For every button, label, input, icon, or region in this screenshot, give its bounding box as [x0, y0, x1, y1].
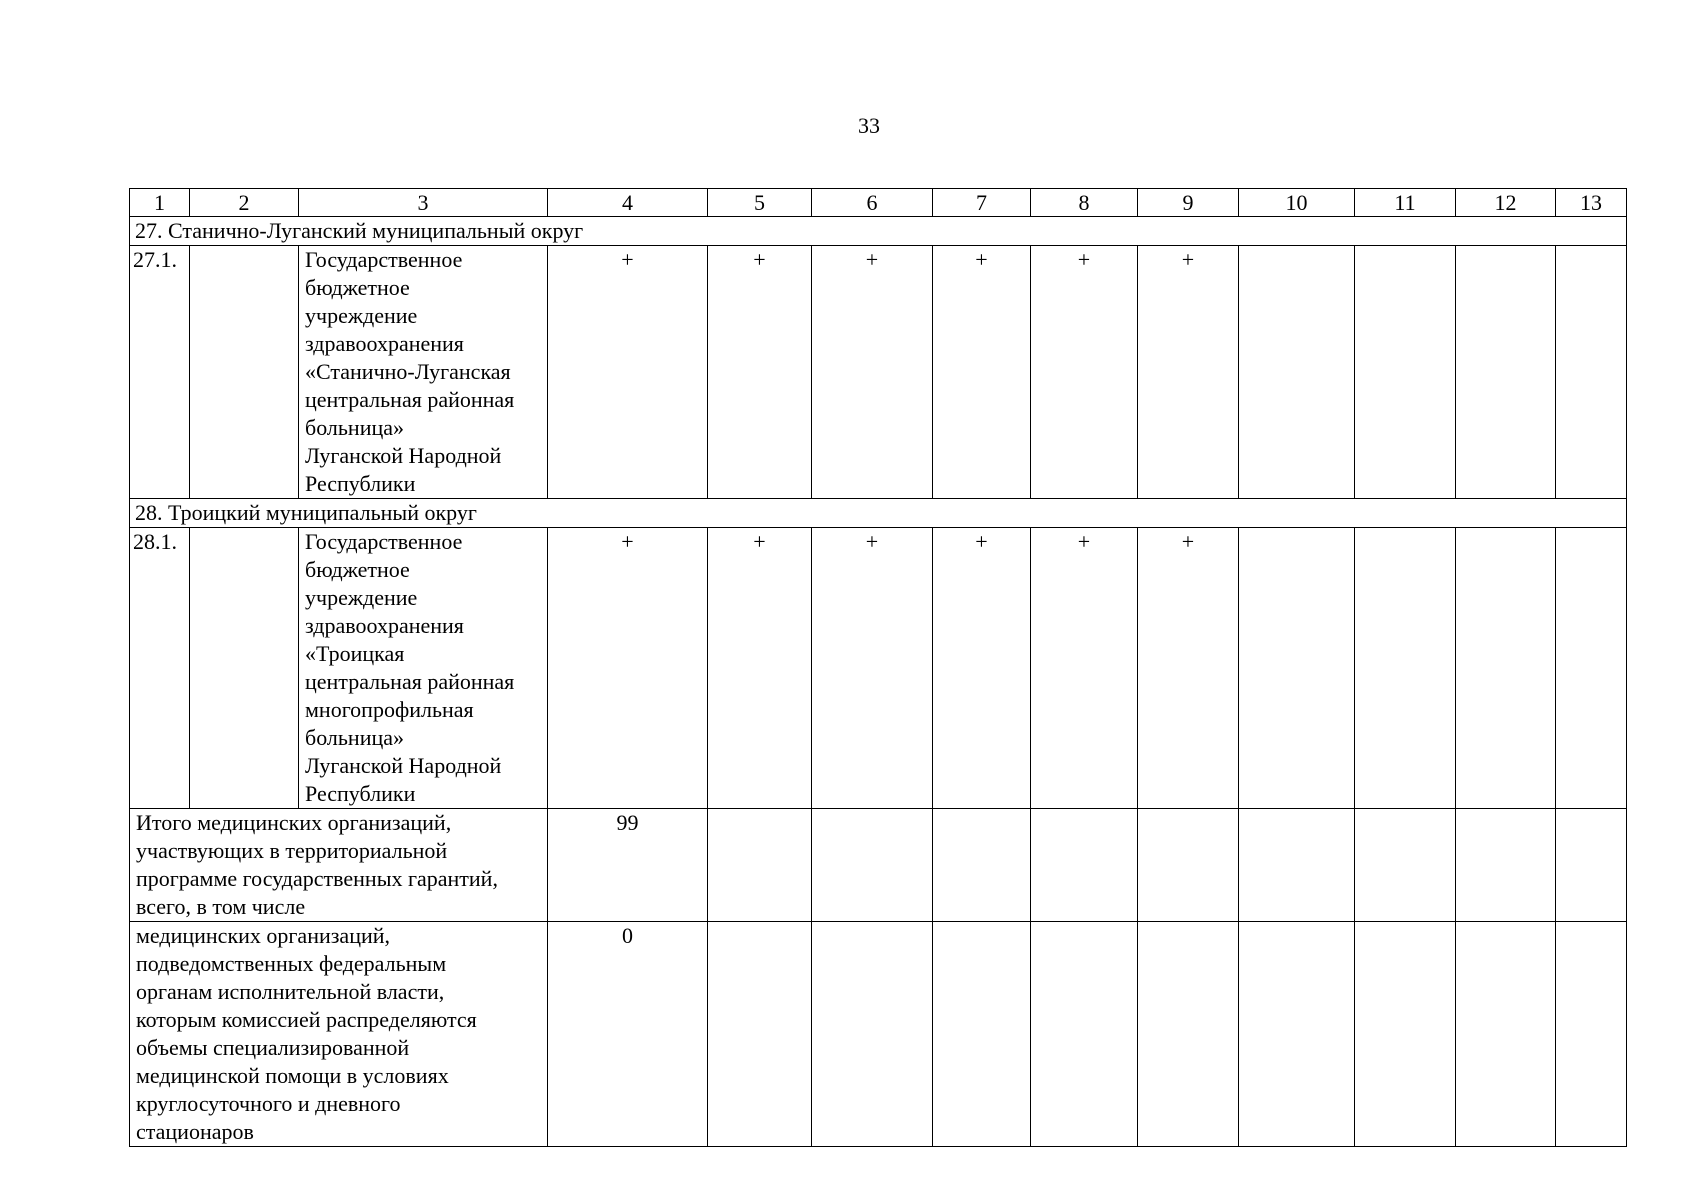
participation-mark: [1556, 528, 1627, 809]
empty-cell: [1355, 922, 1456, 1147]
name-line: «Станично-Луганская: [305, 359, 511, 384]
page-number: 33: [858, 113, 880, 138]
row-col2: [190, 528, 299, 809]
participation-mark: +: [548, 246, 708, 499]
label-line: органам исполнительной власти,: [136, 979, 445, 1004]
empty-cell: [708, 922, 812, 1147]
table-row: [130, 528, 1627, 809]
participation-mark: [1239, 246, 1355, 499]
section-row: [130, 217, 1627, 246]
label-line: Итого медицинских организаций,: [136, 810, 452, 835]
column-header: 2: [190, 189, 299, 217]
column-header: 5: [708, 189, 812, 217]
name-line: больница»: [305, 725, 404, 750]
column-header: 3: [299, 189, 548, 217]
label-line: медицинской помощи в условиях: [136, 1063, 449, 1088]
name-line: бюджетное: [305, 275, 410, 300]
row-index: 28.1.: [130, 528, 190, 809]
column-header: 6: [812, 189, 933, 217]
column-header: 7: [933, 189, 1031, 217]
label-line: всего, в том числе: [136, 894, 306, 919]
participation-mark: +: [1138, 246, 1239, 499]
row-index: 27.1.: [130, 246, 190, 499]
name-line: здравоохранения: [305, 613, 464, 638]
medical-organizations-table: [129, 188, 1627, 1147]
section-title: 28. Троицкий муниципальный округ: [130, 499, 1627, 528]
participation-mark: [1239, 528, 1355, 809]
name-line: Республики: [305, 781, 416, 806]
empty-cell: [812, 809, 933, 922]
name-line: центральная районная: [305, 669, 515, 694]
totals-row: [130, 809, 1627, 922]
empty-cell: [812, 922, 933, 1147]
participation-mark: +: [812, 246, 933, 499]
totals-value: 99: [548, 809, 708, 922]
label-line: круглосуточного и дневного: [136, 1091, 401, 1116]
column-header: 4: [548, 189, 708, 217]
label-line: участвующих в территориальной: [136, 838, 448, 863]
name-line: учреждение: [305, 303, 418, 328]
empty-cell: [933, 922, 1031, 1147]
column-number-row: [130, 189, 1627, 217]
section-row: [130, 499, 1627, 528]
column-header: 10: [1239, 189, 1355, 217]
federal-row: [130, 922, 1627, 1147]
name-line: больница»: [305, 415, 404, 440]
organization-name: [299, 528, 548, 809]
participation-mark: +: [1031, 246, 1138, 499]
empty-cell: [1031, 809, 1138, 922]
label-line: объемы специализированной: [136, 1035, 410, 1060]
name-line: «Троицкая: [305, 641, 405, 666]
federal-label: [130, 922, 548, 1147]
empty-cell: [933, 809, 1031, 922]
empty-cell: [1556, 922, 1627, 1147]
empty-cell: [1556, 809, 1627, 922]
participation-mark: +: [933, 528, 1031, 809]
participation-mark: [1556, 246, 1627, 499]
participation-mark: [1456, 246, 1556, 499]
empty-cell: [1138, 809, 1239, 922]
participation-mark: [1355, 528, 1456, 809]
name-line: здравоохранения: [305, 331, 464, 356]
participation-mark: +: [708, 246, 812, 499]
empty-cell: [1239, 809, 1355, 922]
name-line: Государственное: [305, 529, 463, 554]
participation-mark: [1355, 246, 1456, 499]
name-line: Республики: [305, 471, 416, 496]
participation-mark: +: [1138, 528, 1239, 809]
empty-cell: [1138, 922, 1239, 1147]
name-line: Луганской Народной: [305, 753, 502, 778]
name-line: многопрофильная: [305, 697, 474, 722]
label-line: программе государственных гарантий,: [136, 866, 498, 891]
column-header: 8: [1031, 189, 1138, 217]
label-line: которым комиссией распределяются: [136, 1007, 477, 1032]
name-line: Государственное: [305, 247, 463, 272]
name-line: центральная районная: [305, 387, 515, 412]
label-line: подведомственных федеральным: [136, 951, 447, 976]
column-header: 12: [1456, 189, 1556, 217]
name-line: бюджетное: [305, 557, 410, 582]
name-line: Луганской Народной: [305, 443, 502, 468]
column-header: 11: [1355, 189, 1456, 217]
empty-cell: [1239, 922, 1355, 1147]
empty-cell: [1456, 922, 1556, 1147]
table-row: [130, 246, 1627, 499]
label-line: стационаров: [136, 1119, 254, 1144]
empty-cell: [708, 809, 812, 922]
participation-mark: +: [812, 528, 933, 809]
totals-label: [130, 809, 548, 922]
column-header: 13: [1556, 189, 1627, 217]
name-line: учреждение: [305, 585, 418, 610]
label-line: медицинских организаций,: [136, 923, 391, 948]
column-header: 9: [1138, 189, 1239, 217]
empty-cell: [1031, 922, 1138, 1147]
section-title: 27. Станично-Луганский муниципальный округ: [130, 217, 1627, 246]
row-col2: [190, 246, 299, 499]
participation-mark: +: [1031, 528, 1138, 809]
participation-mark: +: [548, 528, 708, 809]
participation-mark: +: [708, 528, 812, 809]
federal-value: 0: [548, 922, 708, 1147]
organization-name: [299, 246, 548, 499]
empty-cell: [1456, 809, 1556, 922]
empty-cell: [1355, 809, 1456, 922]
participation-mark: +: [933, 246, 1031, 499]
column-header: 1: [130, 189, 190, 217]
participation-mark: [1456, 528, 1556, 809]
